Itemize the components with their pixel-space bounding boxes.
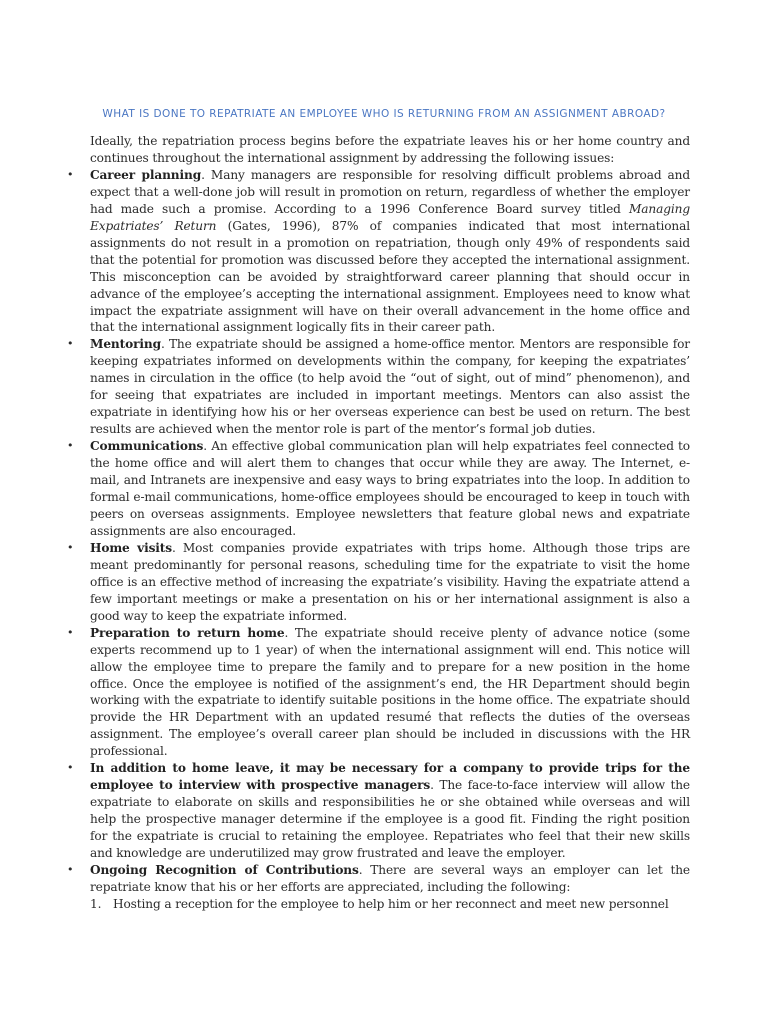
item-text: . The face-to-face interview will allow the expatriate to elaborate on skills and responsibilities he or she obtained while overseas and will help the prospective manager determine if the employee is a good fit. Finding the right position for the expatriate is crucial to retaining the employee. Repatriates who feel that their new skills and knowledge are underutilized may grow frustrated and leave the employer. (90, 778, 690, 861)
bullet-icon: • (67, 167, 74, 181)
item-text: . An effective global communication plan will help expatriates feel connected to the home office and will alert them to changes that occur while they are away. The Internet, e-mail, and Intranets are inexpensive and easy ways to bring expatriates into the loop. In addition to formal e-mail communications, home-office employees should be encouraged to keep in touch with peers on overseas assignments. Employee newsletters that feature global news and expatriate assignments are also encouraged. (90, 439, 690, 538)
bullet-icon: • (67, 439, 74, 453)
item-term: Home visits (90, 540, 172, 555)
item-number: 1. (90, 896, 102, 911)
list-item-interview-trips (67, 760, 690, 862)
item-text: . The expatriate should be assigned a home-office mentor. Mentors are responsible for keeping expatriates informed on developments within the company, for keeping the expatriates’ names in circulation in the office (to help avoid the “out of sight, out of mind” phenomenon), and for seeing that expatriates are included in important meetings. Mentors can also assist the expatriate in identifying how his or her overseas experience can best be used on return. The best results are achieved when the mentor role is part of the mentor’s formal job duties. (90, 337, 690, 437)
list-item-mentoring (67, 336, 690, 438)
bullet-icon: • (67, 862, 74, 876)
item-term: Communications (90, 439, 204, 454)
intro-paragraph: Ideally, the repatriation process begins before the expatriate leaves his or her home country and continues throughout the international assignment by addressing the following issues: (90, 134, 690, 165)
numbered-item (90, 896, 690, 913)
item-term: In addition to home leave, it may be necessary for a company to provide trips for the employee to interview with prospective managers (90, 761, 690, 793)
bullet-icon: • (67, 337, 74, 351)
document-body (67, 133, 691, 913)
item-term: Preparation to return home (90, 625, 285, 640)
item-term: Ongoing Recognition of Contributions (90, 862, 359, 877)
list-item-career-planning (67, 167, 691, 337)
recognition-list (90, 896, 690, 913)
list-item-communications (67, 438, 690, 540)
bullet-icon: • (67, 625, 74, 639)
item-text: . Most companies provide expatriates with trips home. Although those trips are meant predominantly for personal reasons, scheduling time for the expatriate to visit the home office is an effective method of increasing the expatriate’s visibility. Having the expatriate attend a few important meetings or make a presentation on his or her international assignment is also a good way to keep the expatriate informed. (90, 540, 691, 623)
item-term: Career planning (90, 167, 202, 182)
bullet-icon: • (67, 540, 74, 554)
numbered-item-text: Hosting a reception for the employee to help him or her reconnect and meet new personnel (113, 896, 669, 911)
item-text: . Many managers are responsible for resolving difficult problems abroad and expect that a well-done job will result in promotion on return, regardless of whether the employer had made such a promise. According to a 1996 Conference Board survey titled (90, 167, 691, 216)
list-item-home-visits (67, 540, 691, 625)
list-item-preparation-to-return-home (67, 625, 690, 761)
issues-list (67, 167, 691, 913)
section-heading: WHAT IS DONE TO REPATRIATE AN EMPLOYEE WHO IS RETURNING FROM AN ASSIGNMENT ABROAD? (102, 108, 666, 120)
item-text: . There are several ways an employer can let the repatriate know that his or her efforts are appreciated, including the following: (90, 862, 690, 894)
item-term: Mentoring (90, 337, 161, 352)
item-text: . The expatriate should receive plenty of advance notice (some experts recommend up to 1 year) of when the international assignment will end. This notice will allow the employee time to prepare the family and to prepare for a new position in the home office. Once the employee is notified of the assignment’s end, the HR Department should begin working with the expatriate to identify suitable positions in the home office. The expatriate should provide the HR Department with an updated resumé that reflects the duties of the overseas assignment. The employee’s overall career plan should be included in discussions with the HR professional. (90, 625, 690, 759)
list-item-ongoing-recognition (67, 862, 690, 913)
bullet-icon: • (67, 761, 74, 775)
item-text-continued: (Gates, 1996), 87% of companies indicated that most international assignments do not result in a promotion on repatriation, though only 49% of respondents said that the potential for promotion was discussed before they accepted the international assignment. This misconception can be avoided by straightforward career planning that should occur in advance of the employee’s accepting the international assignment. Employees need to know what impact the expatriate assignment will have on their overall advancement in the home office and that the international assignment logically fits in their career path. (90, 218, 691, 335)
citation-title: Managing Expatriates’ Return (90, 201, 690, 233)
